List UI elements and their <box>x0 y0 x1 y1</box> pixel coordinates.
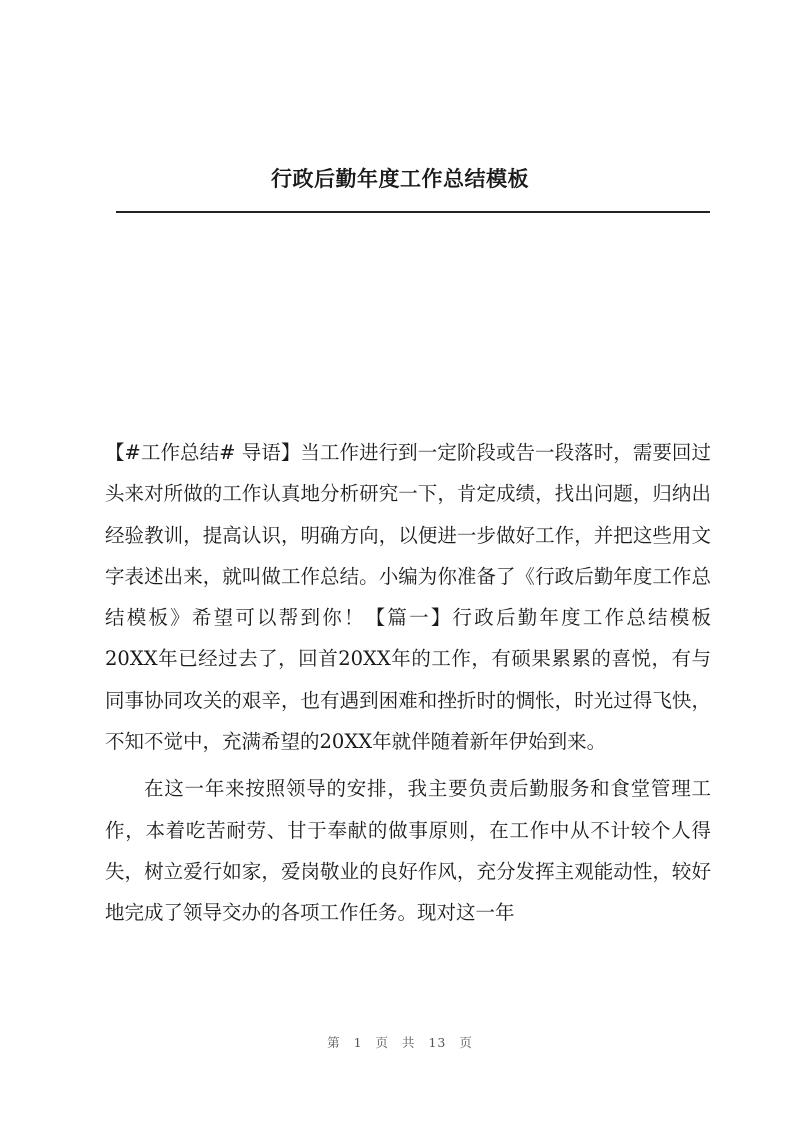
paragraph-duties: 在这一年来按照领导的安排，我主要负责后勤服务和食堂管理工作，本着吃苦耐劳、甘于奉献的做事原则，在工作中从不计较个人得失，树立爱行如家，爱岗敬业的良好作风，充分发挥主观能动性，较好地完成了领导交办的各项工作任务。现对这一年 <box>105 777 711 925</box>
page-footer: 第 1 页 共 13 页 <box>327 1035 473 1050</box>
paragraph-intro: 【#工作总结# 导语】当工作进行到一定阶段或告一段落时，需要回过头来对所做的工作认真地分析研究一下，肯定成绩，找出问题，归纳出经验教训，提高认识，明确方向，以便进一步做好工作，并把这些用文字表述出来，就叫做工作总结。小编为你准备了《行政后勤年度工作总结模板》希望可以帮到你！【篇一】行政后勤年度工作总结模板 20XX年已经过去了，回首20XX年的工作，有硕果累累的喜悦，有与同事协同攻关的艰辛，也有遇到困难和挫折时的惆怅，时光过得飞快，不知不觉中，充满希望的20XX年就伴随着新年伊始到来。 <box>105 441 751 754</box>
page-title: 行政后勤年度工作总结模板 <box>271 166 529 191</box>
document-body <box>105 432 751 934</box>
title-divider <box>116 211 710 213</box>
